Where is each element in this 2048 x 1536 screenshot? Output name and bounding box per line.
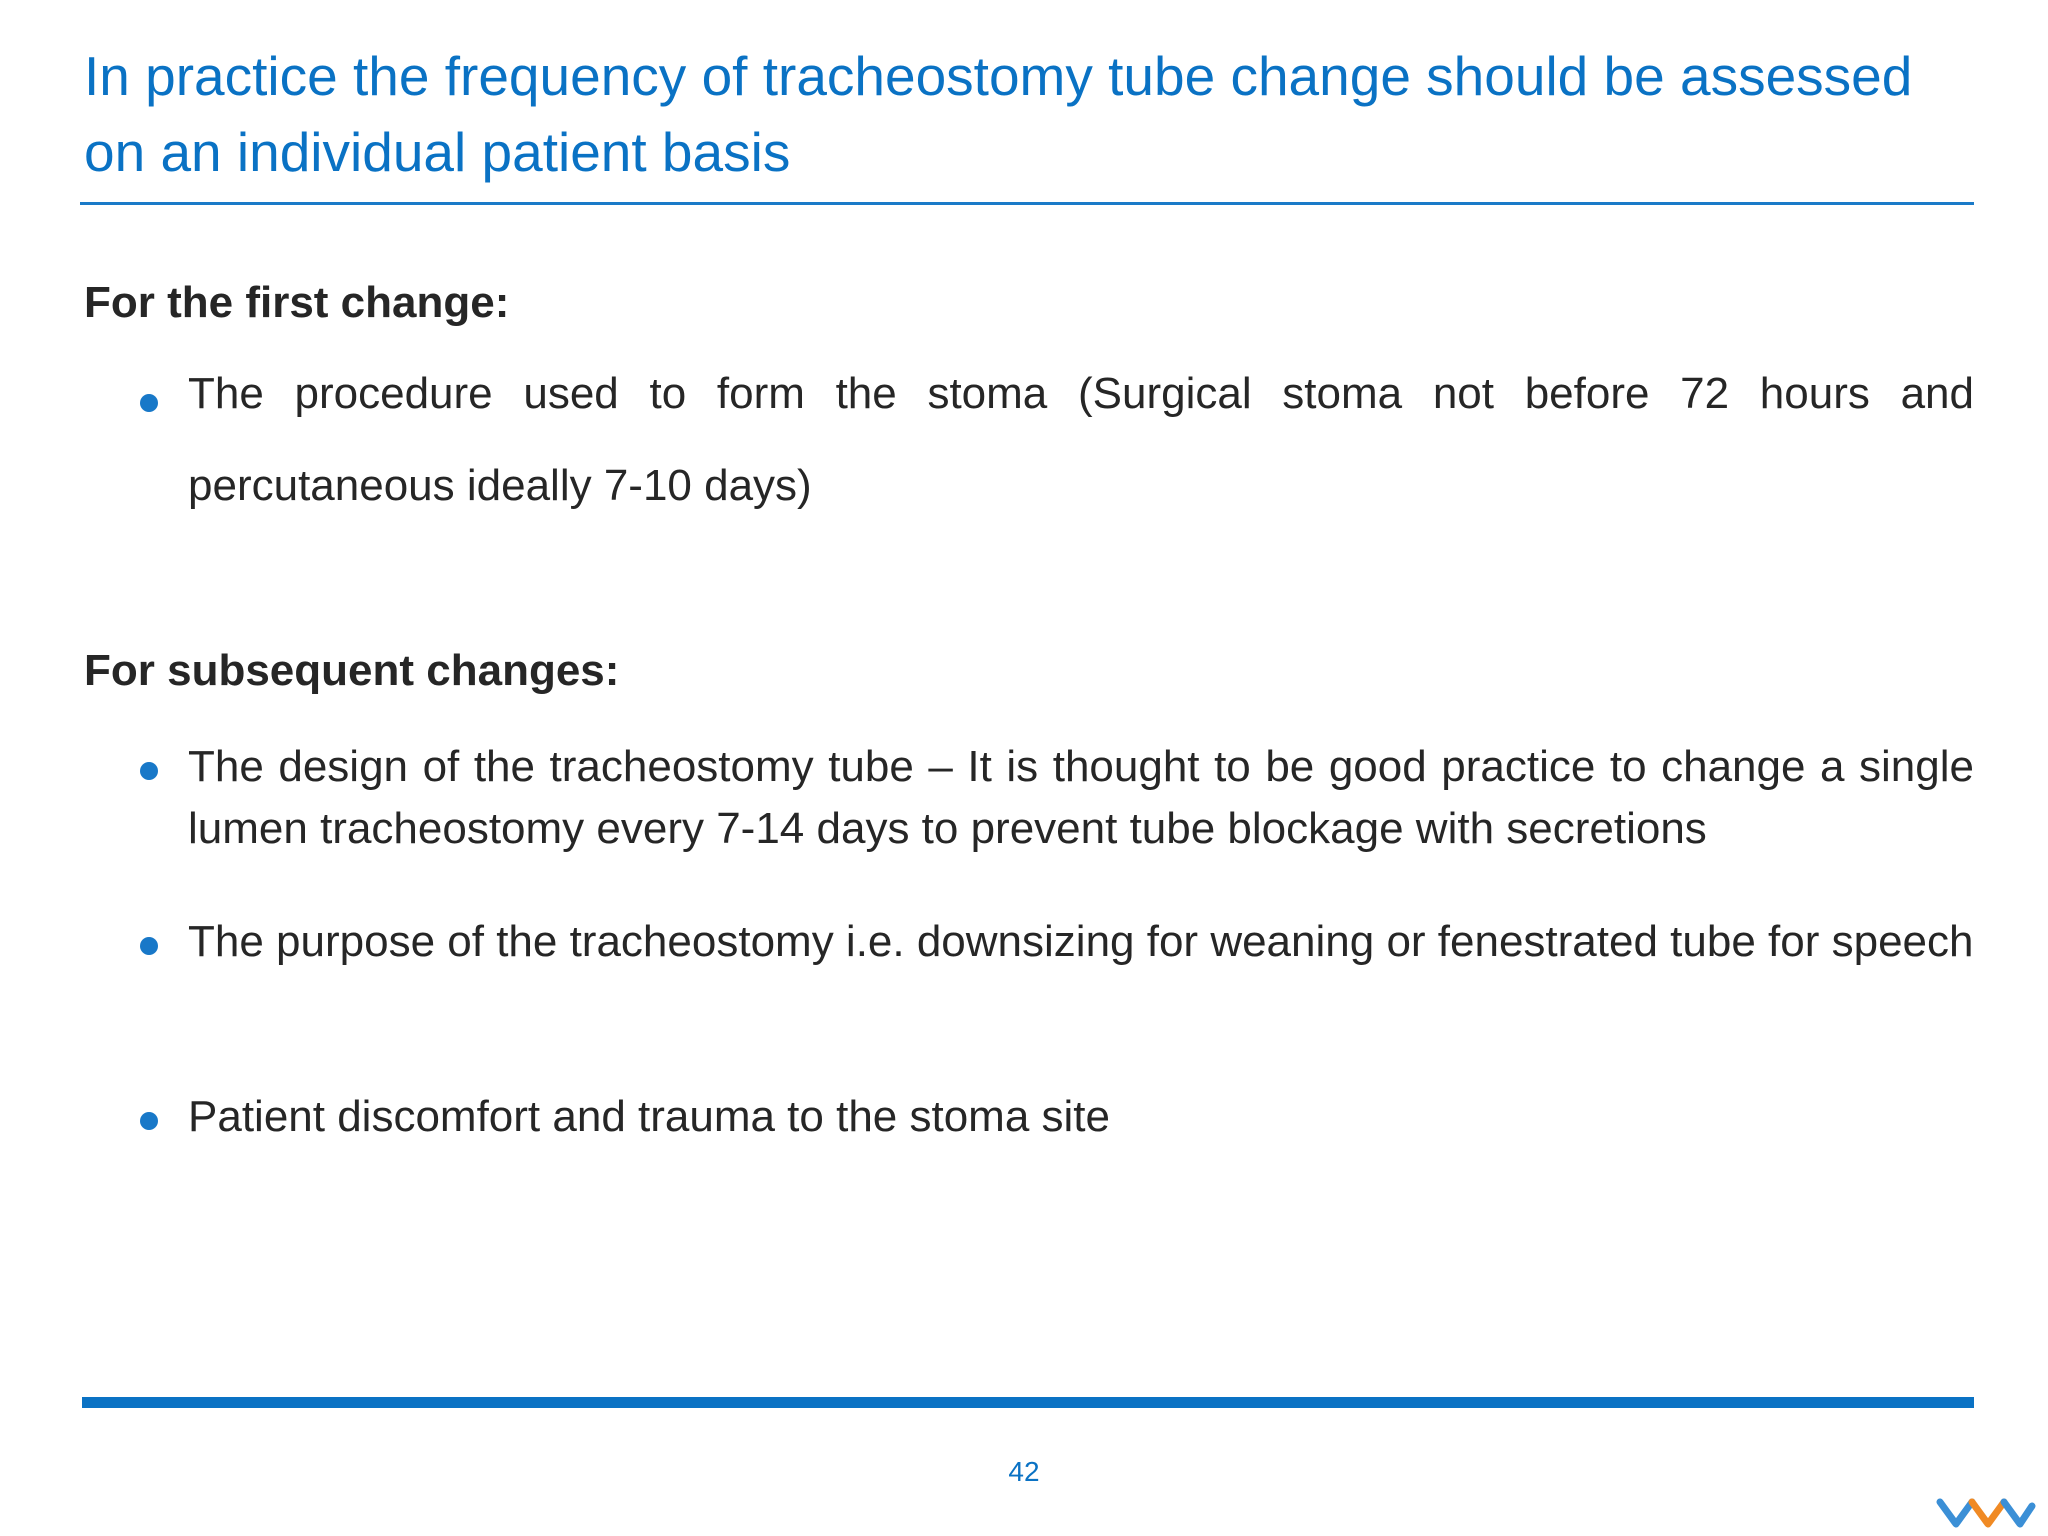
footer-divider [82,1397,1974,1408]
section-heading-first-change: For the first change: [84,278,510,327]
bullet-text: The purpose of the tracheostomy i.e. downsizing for weaning or fenestrated tube for speech [188,917,1974,966]
title-divider [80,202,1974,205]
company-logo-icon [1936,1492,2036,1532]
bullet-text: Patient discomfort and trauma to the stoma site [188,1092,1111,1141]
bullet-dot-icon [140,762,158,780]
page-number: 42 [1008,1456,1040,1487]
bullet-dot-icon [140,937,158,955]
slide-title: In practice the frequency of tracheostomy tube change should be assessed on an individual patient basis [84,45,1913,183]
bullet-dot-icon [140,1112,158,1130]
bullet-text: The procedure used to form the stoma (Surgical stoma not before 72 hours and percutaneous ideally 7-10 days) [188,369,1974,510]
bullet-dot-icon [140,394,158,412]
section-heading-subsequent-changes: For subsequent changes: [84,646,620,695]
bullet-text: The design of the tracheostomy tube – It is thought to be good practice to change a single lumen tracheostomy every 7-14 days to prevent tube blockage with secretions [188,742,1974,853]
